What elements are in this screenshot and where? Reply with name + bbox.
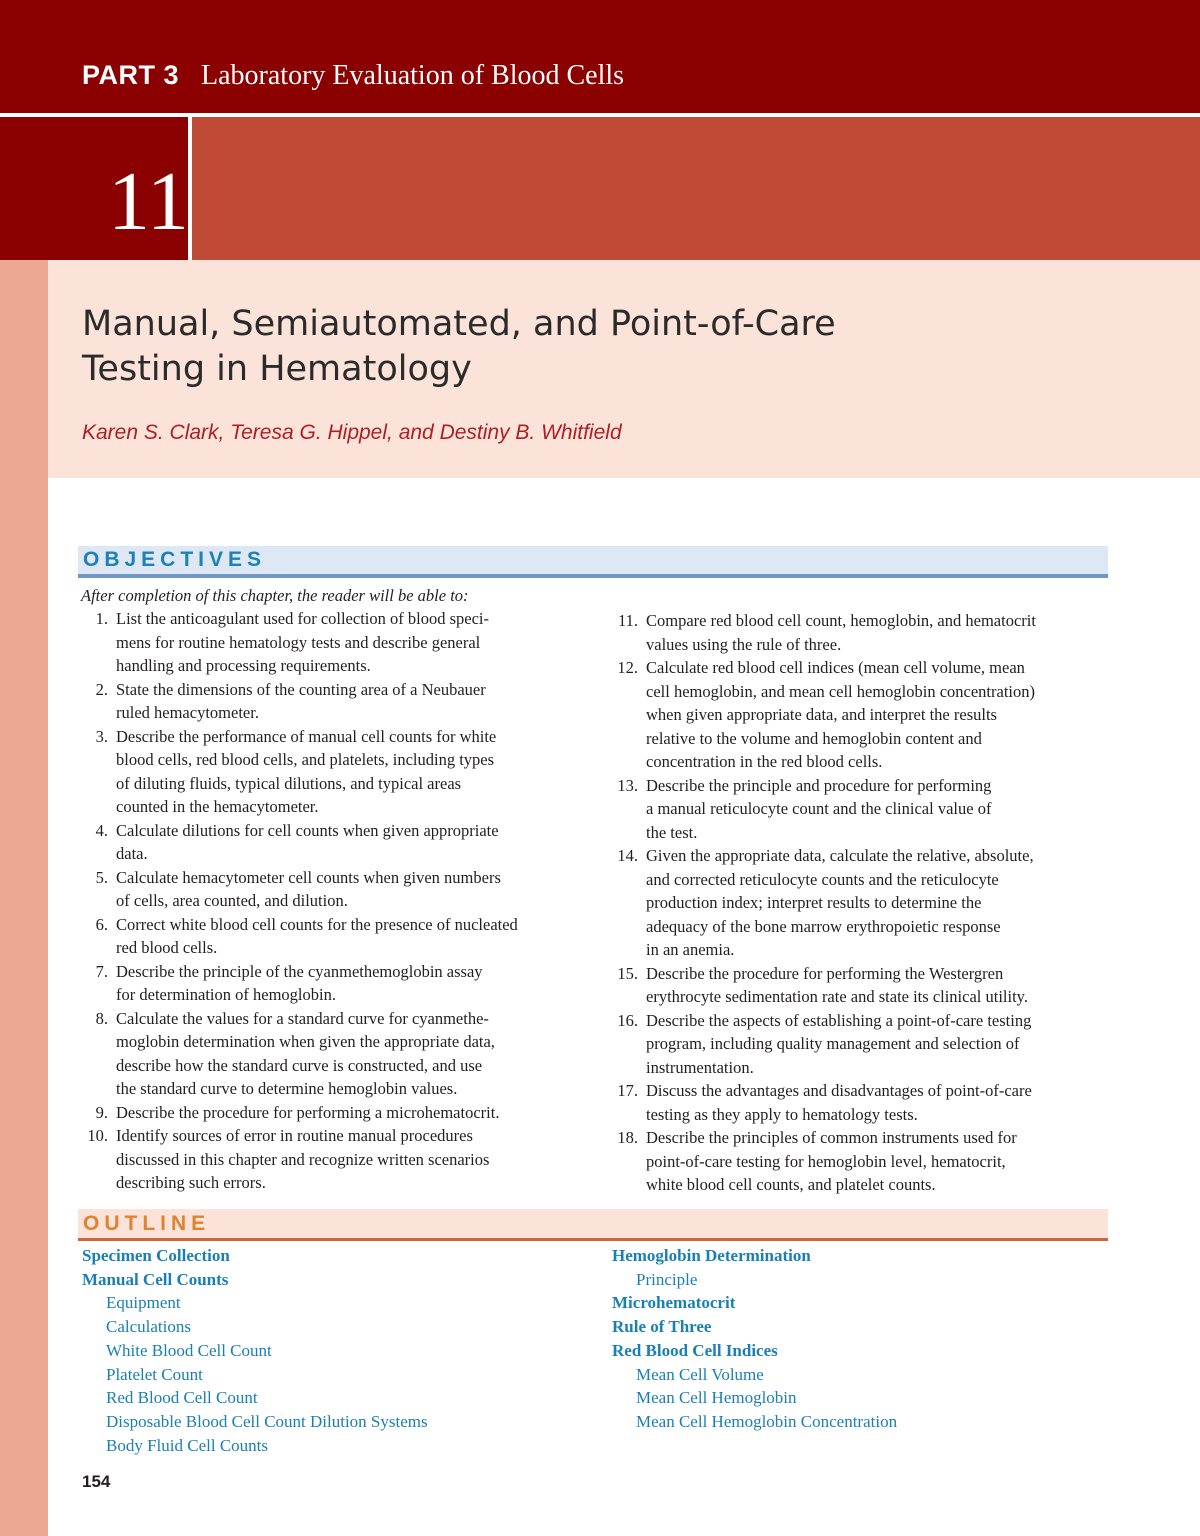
objective-number: 6. [95, 914, 108, 934]
objective-text: Correct white blood cell counts for the presence of nucleated red blood cells. [116, 914, 518, 957]
objective-number: 7. [95, 961, 108, 981]
objective-number: 3. [95, 726, 108, 746]
objective-text: Calculate the values for a standard curve for cyanmethe- moglobin determination when given the appropriate data, describe how the standard curve is constructed, and use the standard curve to determine hemoglobin values. [116, 1008, 495, 1098]
outline-rule [78, 1238, 1108, 1241]
objective-number: 5. [95, 867, 108, 887]
objective-item [78, 866, 608, 913]
objective-number: 4. [95, 820, 108, 840]
objective-item [78, 913, 608, 960]
outline-list-right [612, 1244, 1132, 1434]
part-label: PART 3 [82, 60, 180, 90]
objective-number: 1. [95, 609, 108, 628]
outline-subsection-link[interactable]: Platelet Count [106, 1364, 203, 1384]
objectives-heading: OBJECTIVES [83, 548, 267, 571]
outline-heading: OUTLINE [83, 1212, 211, 1235]
objective-item [608, 844, 1118, 962]
outline-subsection-link[interactable]: Red Blood Cell Count [106, 1388, 258, 1408]
objective-number: 15. [617, 963, 638, 983]
objective-item [78, 678, 608, 725]
objective-item [78, 1124, 608, 1195]
chapter-number: 11 [108, 155, 189, 248]
outline-subsection-link[interactable]: Mean Cell Hemoglobin [636, 1388, 797, 1408]
outline-section-link[interactable]: Red Blood Cell Indices [612, 1340, 778, 1360]
chapter-title-line-2: Testing in Hematology [82, 349, 472, 389]
objective-number: 12. [617, 658, 638, 677]
objective-item [608, 1079, 1118, 1126]
objective-item [78, 1007, 608, 1101]
objective-text: Describe the aspects of establishing a point-of-care testing program, including quality management and selection of instrumentation. [646, 1010, 1032, 1077]
outline-section-link[interactable]: Manual Cell Counts [82, 1269, 229, 1289]
objective-item [78, 819, 608, 866]
objective-number: 9. [95, 1102, 108, 1122]
objectives-list-left [78, 607, 608, 1195]
objective-item [78, 607, 608, 678]
objective-number: 11. [617, 611, 638, 630]
chapter-title-line-1: Manual, Semiautomated, and Point-of-Care [82, 304, 836, 344]
objective-item [608, 962, 1118, 1009]
objective-text: State the dimensions of the counting area of a Neubauer ruled hemacytometer. [116, 679, 486, 722]
objective-text: Calculate hemacytometer cell counts when given numbers of cells, area counted, and dilution. [116, 867, 501, 910]
part-header-band [0, 0, 1200, 113]
outline-subsection-link[interactable]: Principle [636, 1269, 698, 1289]
objectives-list-right [608, 609, 1118, 1197]
objective-text: Calculate red blood cell indices (mean cell volume, mean cell hemoglobin, and mean cell hemoglobin concentration) when given appropriate data, and interpret the results relative to the volume and hemoglobin content and concentration in the red blood cells. [646, 658, 1035, 771]
objective-text: Describe the procedure for performing the Westergren erythrocyte sedimentation rate and state its clinical utility. [646, 963, 1028, 1006]
objective-text: Compare red blood cell count, hemoglobin, and hematocrit values using the rule of three. [646, 611, 1036, 654]
page-number: 154 [82, 1472, 111, 1491]
objective-text: Identify sources of error in routine manual procedures discussed in this chapter and recognize written scenarios describing such errors. [116, 1126, 490, 1192]
objectives-intro: After completion of this chapter, the reader will be able to: [81, 586, 469, 605]
objective-item [608, 656, 1118, 774]
objective-text: Describe the principle and procedure for performing a manual reticulocyte count and the clinical value of the test. [646, 775, 992, 842]
outline-subsection-link[interactable]: Mean Cell Hemoglobin Concentration [636, 1411, 898, 1431]
objective-item [78, 1101, 608, 1125]
objective-number: 8. [95, 1008, 108, 1028]
outline-subsection-link[interactable]: Disposable Blood Cell Count Dilution Systems [106, 1411, 428, 1431]
objective-item [608, 774, 1118, 845]
objective-text: Describe the principle of the cyanmethemoglobin assay for determination of hemoglobin. [116, 961, 483, 1004]
chapter-title [82, 302, 836, 392]
outline-section-link[interactable]: Specimen Collection [82, 1246, 230, 1265]
outline-subsection-link[interactable]: Equipment [106, 1293, 181, 1313]
objective-text: List the anticoagulant used for collection of blood speci- mens for routine hematology tests and describe general handling and processing requirements. [116, 609, 489, 675]
outline-subsection-link[interactable]: Body Fluid Cell Counts [106, 1435, 268, 1455]
outline-subsection-link[interactable]: Calculations [106, 1317, 191, 1337]
objective-text: Describe the principles of common instruments used for point-of-care testing for hemoglobin level, hematocrit, white blood cell counts, and platelet counts. [646, 1128, 1017, 1194]
objective-number: 18. [617, 1128, 638, 1147]
part-heading [82, 60, 624, 92]
objective-number: 16. [617, 1010, 638, 1030]
objective-text: Describe the procedure for performing a microhematocrit. [116, 1102, 500, 1122]
left-margin-strip [0, 260, 48, 1536]
outline-list-left [82, 1244, 602, 1457]
objective-number: 14. [617, 846, 638, 865]
objective-item [608, 1126, 1118, 1197]
chapter-authors: Karen S. Clark, Teresa G. Hippel, and Destiny B. Whitfield [82, 421, 622, 444]
part-title: Laboratory Evaluation of Blood Cells [201, 60, 625, 91]
objectives-rule [78, 574, 1108, 578]
objective-text: Given the appropriate data, calculate the relative, absolute, and corrected reticulocyte counts and the reticulocyte production index; interpret results to determine the adequacy of the bone marrow erythropoietic response in an anemia. [646, 846, 1034, 959]
outline-subsection-link[interactable]: White Blood Cell Count [106, 1340, 272, 1360]
objective-text: Calculate dilutions for cell counts when given appropriate data. [116, 820, 499, 863]
outline-section-link[interactable]: Hemoglobin Determination [612, 1246, 811, 1265]
objectives-header [78, 546, 1108, 576]
objective-item [78, 725, 608, 819]
outline-section-link[interactable]: Rule of Three [612, 1317, 712, 1337]
objective-number: 2. [95, 679, 108, 699]
objective-number: 10. [87, 1126, 108, 1145]
outline-header [78, 1209, 1108, 1240]
objective-text: Describe the performance of manual cell counts for white blood cells, red blood cells, and platelets, including types of diluting fluids, typical dilutions, and typical areas counted in the hemacytometer. [116, 726, 497, 816]
objective-text: Discuss the advantages and disadvantages of point-of-care testing as they apply to hematology tests. [646, 1081, 1032, 1124]
objective-item [608, 609, 1118, 656]
objective-item [608, 1009, 1118, 1080]
objective-number: 17. [617, 1081, 638, 1100]
outline-section-link[interactable]: Microhematocrit [612, 1293, 736, 1313]
objective-number: 13. [617, 775, 638, 795]
outline-subsection-link[interactable]: Mean Cell Volume [636, 1364, 764, 1384]
objective-item [78, 960, 608, 1007]
